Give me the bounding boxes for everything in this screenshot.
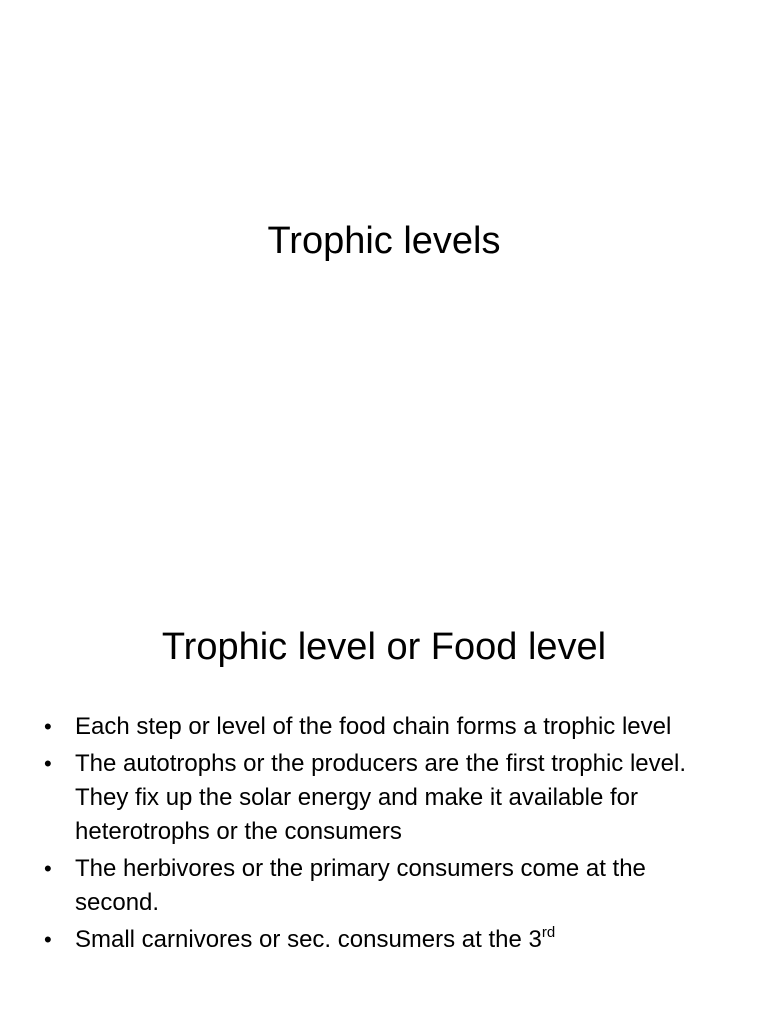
bullet-item — [44, 923, 694, 957]
bullet-superscript: rd — [541, 924, 556, 941]
bullet-marker-icon: • — [44, 751, 52, 776]
bullet-text: Each step or level of the food chain forms a trophic level — [75, 713, 672, 740]
bullet-text: Small carnivores or sec. consumers at the 3 — [75, 926, 542, 953]
bullet-item — [44, 710, 694, 744]
bullet-item — [44, 852, 694, 920]
bullet-item — [44, 747, 694, 849]
slide-title: Trophic levels — [267, 220, 501, 262]
bullet-text: The herbivores or the primary consumers come at the second. — [75, 855, 646, 916]
slide-2 — [0, 576, 768, 1024]
bullet-marker-icon: • — [44, 714, 52, 739]
bullet-marker-icon: • — [44, 927, 52, 952]
bullet-marker-icon: • — [44, 856, 52, 881]
slide-title: Trophic level or Food level — [161, 626, 607, 668]
bullet-text: The autotrophs or the producers are the first trophic level. They fix up the solar energy and make it available for heterotrophs or the consumers — [75, 750, 686, 845]
bullet-list — [44, 710, 694, 960]
